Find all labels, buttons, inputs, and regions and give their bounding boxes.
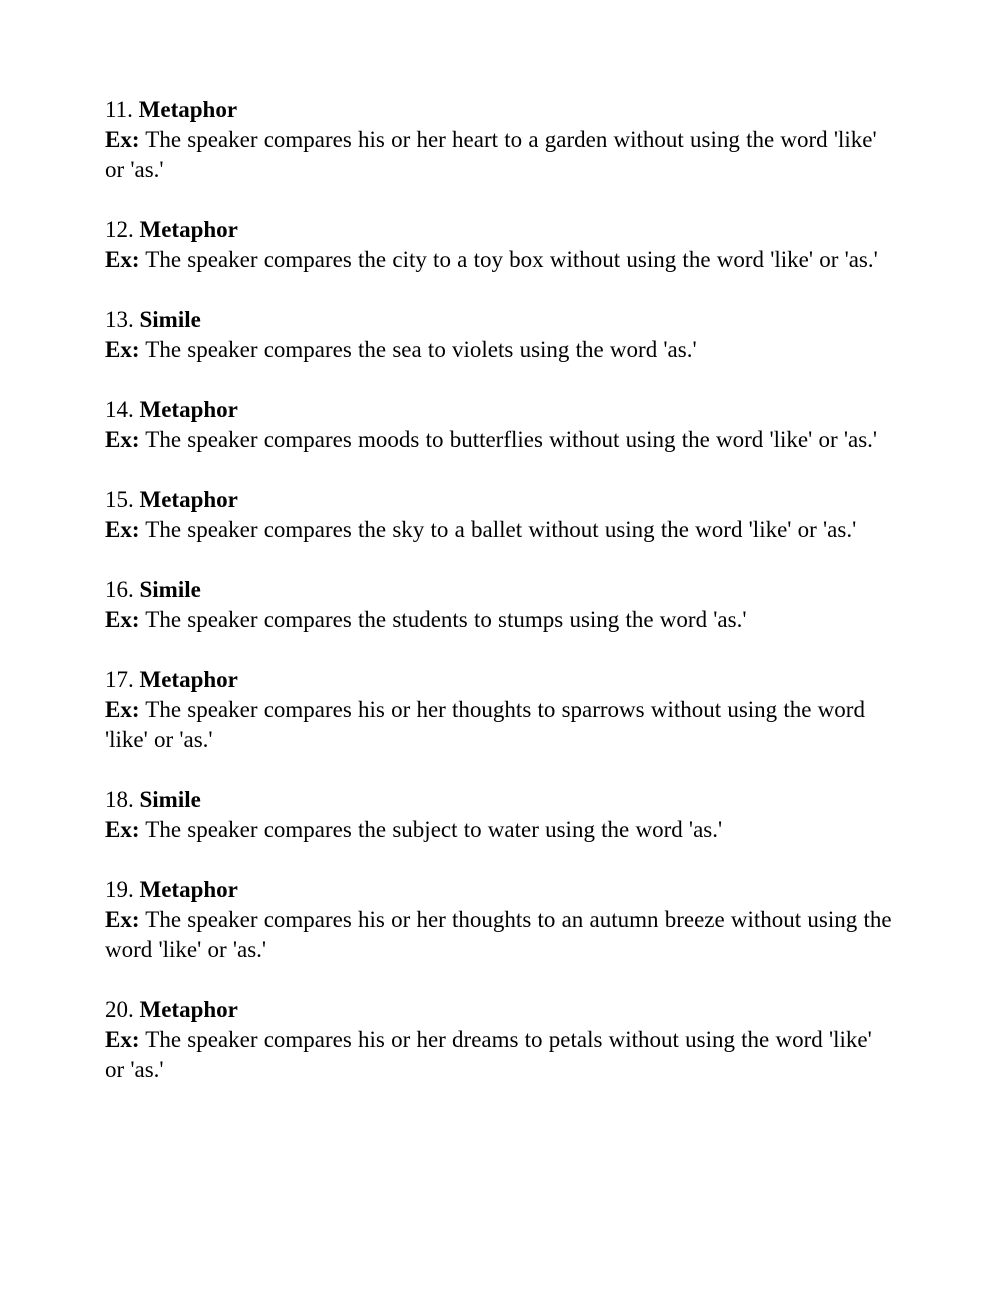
- example-label: Ex:: [105, 907, 140, 932]
- answer-item: [105, 485, 895, 545]
- answer-heading: [105, 875, 895, 905]
- answer-number: 19.: [105, 877, 134, 902]
- answer-example: [105, 125, 895, 185]
- answer-term: Metaphor: [139, 997, 238, 1022]
- example-label: Ex:: [105, 517, 140, 542]
- answer-item: [105, 875, 895, 965]
- answer-heading: [105, 575, 895, 605]
- example-text: The speaker compares the city to a toy box without using the word 'like' or 'as.': [145, 247, 878, 272]
- answer-heading: [105, 995, 895, 1025]
- example-label: Ex:: [105, 247, 140, 272]
- example-text: The speaker compares moods to butterflies without using the word 'like' or 'as.': [145, 427, 878, 452]
- answer-term: Metaphor: [139, 217, 238, 242]
- answer-item: [105, 575, 895, 635]
- answer-term: Metaphor: [138, 97, 238, 122]
- example-label: Ex:: [105, 427, 140, 452]
- answer-example: [105, 515, 895, 545]
- example-text: The speaker compares his or her thoughts to an autumn breeze without using the word 'like' or 'as.': [105, 907, 892, 962]
- answer-list: [105, 95, 895, 1085]
- answer-term: Metaphor: [139, 397, 238, 422]
- answer-example: [105, 425, 895, 455]
- example-label: Ex:: [105, 607, 140, 632]
- example-label: Ex:: [105, 697, 140, 722]
- example-label: Ex:: [105, 817, 140, 842]
- answer-number: 16.: [105, 577, 134, 602]
- answer-term: Metaphor: [139, 667, 238, 692]
- answer-item: [105, 665, 895, 755]
- answer-number: 20.: [105, 997, 134, 1022]
- answer-heading: [105, 215, 895, 245]
- answer-number: 15.: [105, 487, 134, 512]
- answer-item: [105, 995, 895, 1085]
- answer-item: [105, 395, 895, 455]
- answer-example: [105, 335, 895, 365]
- answer-heading: [105, 95, 895, 125]
- example-text: The speaker compares the students to stumps using the word 'as.': [145, 607, 747, 632]
- answer-example: [105, 245, 895, 275]
- answer-item: [105, 95, 895, 185]
- answer-number: 18.: [105, 787, 134, 812]
- example-label: Ex:: [105, 127, 140, 152]
- answer-number: 17.: [105, 667, 134, 692]
- example-text: The speaker compares the sky to a ballet without using the word 'like' or 'as.': [145, 517, 857, 542]
- answer-term: Metaphor: [139, 487, 238, 512]
- answer-heading: [105, 395, 895, 425]
- answer-term: Simile: [139, 787, 201, 812]
- answer-heading: [105, 305, 895, 335]
- answer-heading: [105, 785, 895, 815]
- answer-example: [105, 1025, 895, 1085]
- example-text: The speaker compares the subject to water using the word 'as.': [145, 817, 723, 842]
- answer-item: [105, 785, 895, 845]
- example-text: The speaker compares the sea to violets using the word 'as.': [145, 337, 697, 362]
- answer-heading: [105, 665, 895, 695]
- example-text: The speaker compares his or her thoughts to sparrows without using the word 'like' or 'as.': [105, 697, 865, 752]
- example-text: The speaker compares his or her heart to a garden without using the word 'like' or 'as.': [105, 127, 877, 182]
- answer-number: 12.: [105, 217, 134, 242]
- example-label: Ex:: [105, 337, 140, 362]
- answer-item: [105, 215, 895, 275]
- answer-example: [105, 815, 895, 845]
- answer-example: [105, 695, 895, 755]
- answer-example: [105, 605, 895, 635]
- answer-term: Metaphor: [139, 877, 238, 902]
- answer-number: 14.: [105, 397, 134, 422]
- example-label: Ex:: [105, 1027, 140, 1052]
- answer-term: Simile: [139, 577, 201, 602]
- answer-term: Simile: [139, 307, 201, 332]
- answer-item: [105, 305, 895, 365]
- answer-number: 13.: [105, 307, 134, 332]
- answer-example: [105, 905, 895, 965]
- answer-heading: [105, 485, 895, 515]
- answer-number: 11.: [105, 97, 133, 122]
- example-text: The speaker compares his or her dreams to petals without using the word 'like' or 'as.': [105, 1027, 872, 1082]
